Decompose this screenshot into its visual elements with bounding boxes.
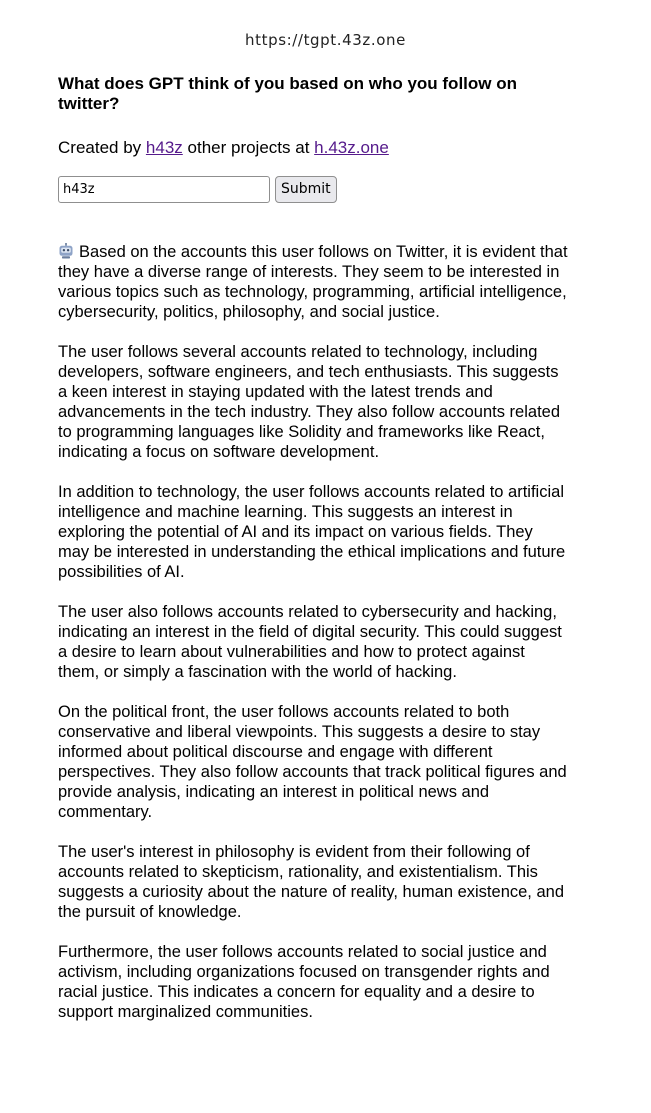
- created-by-label: Created by: [58, 138, 142, 157]
- username-input[interactable]: [58, 176, 270, 203]
- result-paragraph-text: Based on the accounts this user follows on Twitter, it is evident that they have a diverse range of interests. They seem to be interested in various topics such as technology, programming, artificial intelligence, cybersecurity, politics, philosophy, and social justice.: [58, 243, 568, 321]
- submit-button[interactable]: Submit: [275, 176, 337, 203]
- gpt-result: [58, 242, 568, 1022]
- page-title: What does GPT think of you based on who you follow on twitter?: [58, 74, 517, 113]
- projects-link[interactable]: h.43z.one: [314, 138, 389, 157]
- result-paragraph: The user follows several accounts related to technology, including developers, software engineers, and tech enthusiasts. This suggests a keen interest in staying updated with the latest trends and advancements in the tech industry. They also follow accounts related to programming languages like Solidity and frameworks like React, indicating a focus on software development.: [58, 343, 561, 461]
- other-projects-label: other projects at: [187, 138, 310, 157]
- result-paragraph: The user's interest in philosophy is evident from their following of accounts related to skepticism, rationality, and existentialism. This suggests a curiosity about the nature of reality, human existence, and the pursuit of knowledge.: [58, 843, 564, 921]
- page-url: https://tgpt.43z.one: [245, 31, 406, 49]
- robot-icon: [58, 243, 74, 259]
- main-content: [58, 74, 568, 1042]
- result-paragraph: On the political front, the user follows accounts related to both conservative and liberal viewpoints. This suggests a desire to stay informed about political discourse and engage with different perspectives. They also follow accounts that track political figures and provide analysis, indicating an interest in political news and commentary.: [58, 703, 567, 821]
- result-paragraph: Furthermore, the user follows accounts related to social justice and activism, including organizations focused on transgender rights and racial justice. This indicates a concern for equality and a desire to support marginalized communities.: [58, 943, 550, 1021]
- credits-line: [58, 138, 568, 158]
- author-link[interactable]: h43z: [145, 138, 183, 157]
- result-paragraph: [58, 242, 568, 322]
- username-form: [58, 175, 568, 203]
- result-paragraph: In addition to technology, the user follows accounts related to artificial intelligence and machine learning. This suggests an interest in exploring the potential of AI and its impact on various fields. They may be interested in understanding the ethical implications and future possibilities of AI.: [58, 483, 566, 581]
- result-paragraph: The user also follows accounts related to cybersecurity and hacking, indicating an interest in the field of digital security. This could suggest a desire to learn about vulnerabilities and how to protect against them, or simply a fascination with the world of hacking.: [58, 603, 562, 681]
